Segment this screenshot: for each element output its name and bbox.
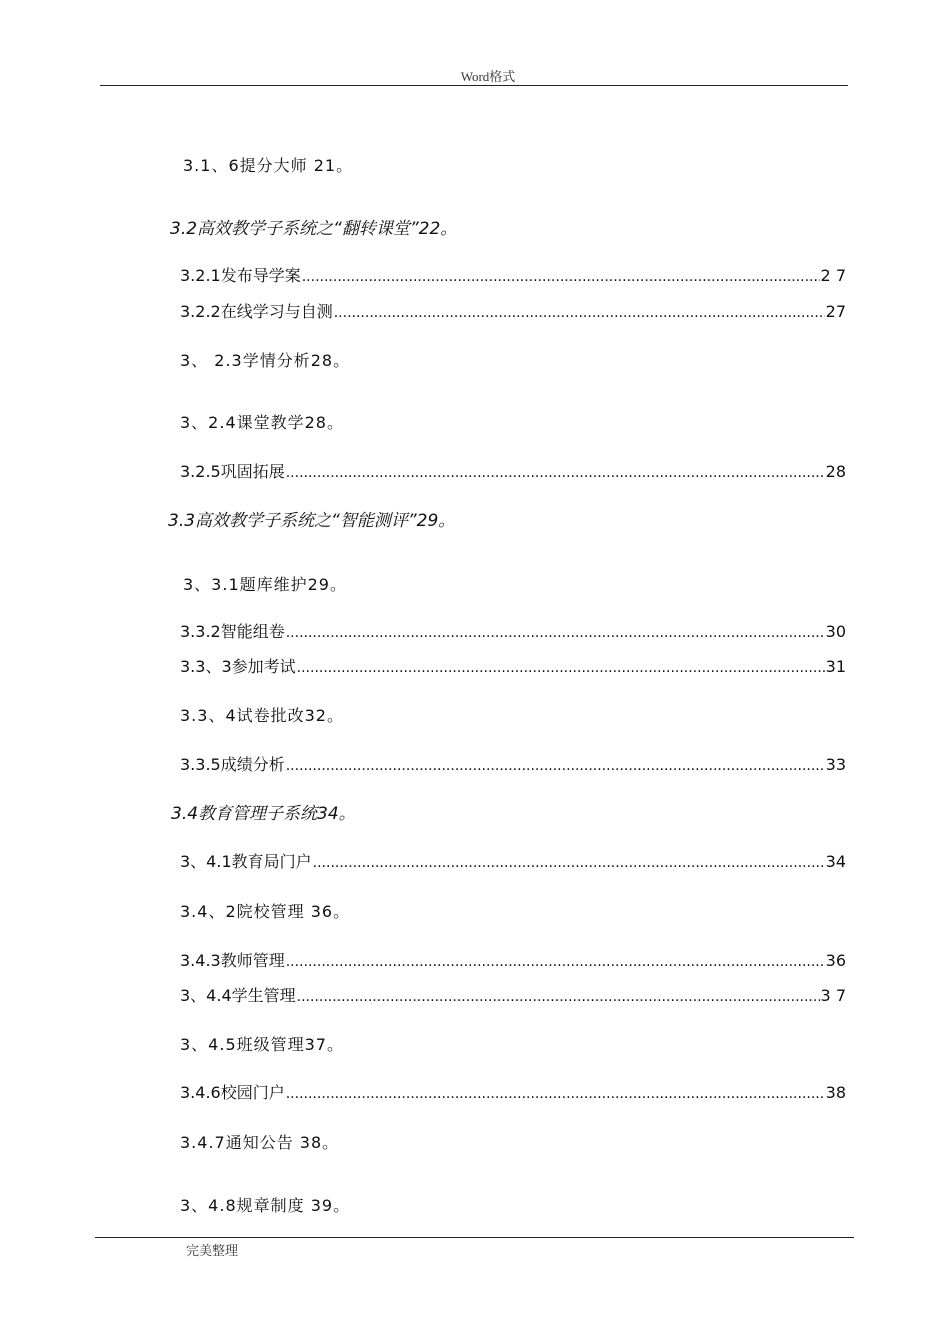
toc-entry[interactable] (180, 266, 846, 287)
toc-entry[interactable] (180, 986, 846, 1007)
toc-section-heading[interactable] (168, 511, 455, 531)
toc-page-number: 31 (825, 657, 846, 676)
toc-page-number: 36 (825, 951, 846, 970)
toc-entry[interactable] (180, 351, 350, 371)
toc-page-number: 27 (825, 302, 846, 321)
toc-entry-label: 3.2.1发布导学案 (180, 266, 301, 285)
toc-page-number: 30 (825, 622, 846, 641)
dot-leader (286, 951, 825, 972)
footer-divider (95, 1237, 854, 1238)
toc-entry-label: 3.4.7通知公告 38。 (180, 1133, 340, 1152)
toc-page-number: 33 (825, 755, 846, 774)
dot-leader (297, 986, 820, 1007)
toc-entry[interactable] (180, 413, 344, 433)
toc-entry-label: 3.4.6校园门户 (180, 1083, 285, 1102)
toc-entry-label: 3.4、2院校管理 36。 (180, 902, 351, 921)
toc-entry-label: 3、4.1教育局门户 (180, 852, 312, 871)
toc-entry-label: 3.2.5巩固拓展 (180, 462, 285, 481)
toc-entry[interactable] (180, 706, 344, 726)
dot-leader (286, 462, 825, 483)
dot-leader (297, 657, 825, 678)
toc-entry[interactable] (180, 302, 846, 323)
toc-entry[interactable] (180, 657, 846, 678)
toc-entry-label: 3.2高效教学子系统之“翻转课堂”22。 (170, 219, 458, 239)
toc-entry[interactable] (180, 902, 350, 922)
toc-entry-label: 3.3、4试卷批改32。 (180, 706, 344, 725)
toc-page-number: 2 7 (820, 266, 846, 285)
toc-entry-label: 3、 2.3学情分析28。 (180, 351, 351, 370)
toc-entry[interactable] (180, 951, 846, 972)
toc-entry-label: 3.4教育管理子系统34。 (171, 804, 356, 824)
header-divider (100, 85, 848, 86)
toc-entry-label: 3.3.5成绩分析 (180, 755, 285, 774)
toc-entry-label: 3、4.8规章制度 39。 (180, 1196, 351, 1215)
toc-entry[interactable] (180, 1133, 339, 1153)
toc-section-heading[interactable] (171, 804, 356, 824)
dot-leader (302, 266, 820, 287)
toc-entry-label: 3.2.2在线学习与自测 (180, 302, 333, 321)
page-footer: 完美整理 (186, 1243, 239, 1258)
toc-entry[interactable] (180, 1035, 344, 1055)
toc-entry-label: 3.1、6提分大师 21。 (183, 156, 354, 175)
dot-leader (286, 1083, 825, 1104)
toc-entry[interactable] (180, 1196, 350, 1216)
toc-entry-label: 3、2.4课堂教学28。 (180, 413, 344, 432)
toc-entry-label: 3、3.1题库维护29。 (183, 575, 347, 594)
toc-entry-label: 3.3高效教学子系统之“智能测评”29。 (168, 511, 456, 531)
toc-entry-label: 3、4.4学生管理 (180, 986, 296, 1005)
toc-entry[interactable] (183, 156, 353, 176)
toc-entry-label: 3.4.3教师管理 (180, 951, 285, 970)
toc-entry-label: 3.3、3参加考试 (180, 657, 296, 676)
toc-page-number: 38 (825, 1083, 846, 1102)
toc-entry[interactable] (180, 1083, 846, 1104)
dot-leader (313, 852, 825, 873)
toc-entry-label: 3.3.2智能组卷 (180, 622, 285, 641)
dot-leader (286, 755, 825, 776)
toc-entry-label: 3、4.5班级管理37。 (180, 1035, 344, 1054)
dot-leader (334, 302, 825, 323)
toc-page-number: 3 7 (820, 986, 846, 1005)
toc-page-number: 28 (825, 462, 846, 481)
dot-leader (286, 622, 825, 643)
toc-entry[interactable] (180, 755, 846, 776)
toc-entry[interactable] (183, 575, 347, 595)
toc-section-heading[interactable] (170, 219, 457, 239)
toc-entry[interactable] (180, 622, 846, 643)
toc-page-number: 34 (825, 852, 846, 871)
toc-entry[interactable] (180, 462, 846, 483)
toc-entry[interactable] (180, 852, 846, 873)
page-header: Word格式 (460, 69, 516, 84)
